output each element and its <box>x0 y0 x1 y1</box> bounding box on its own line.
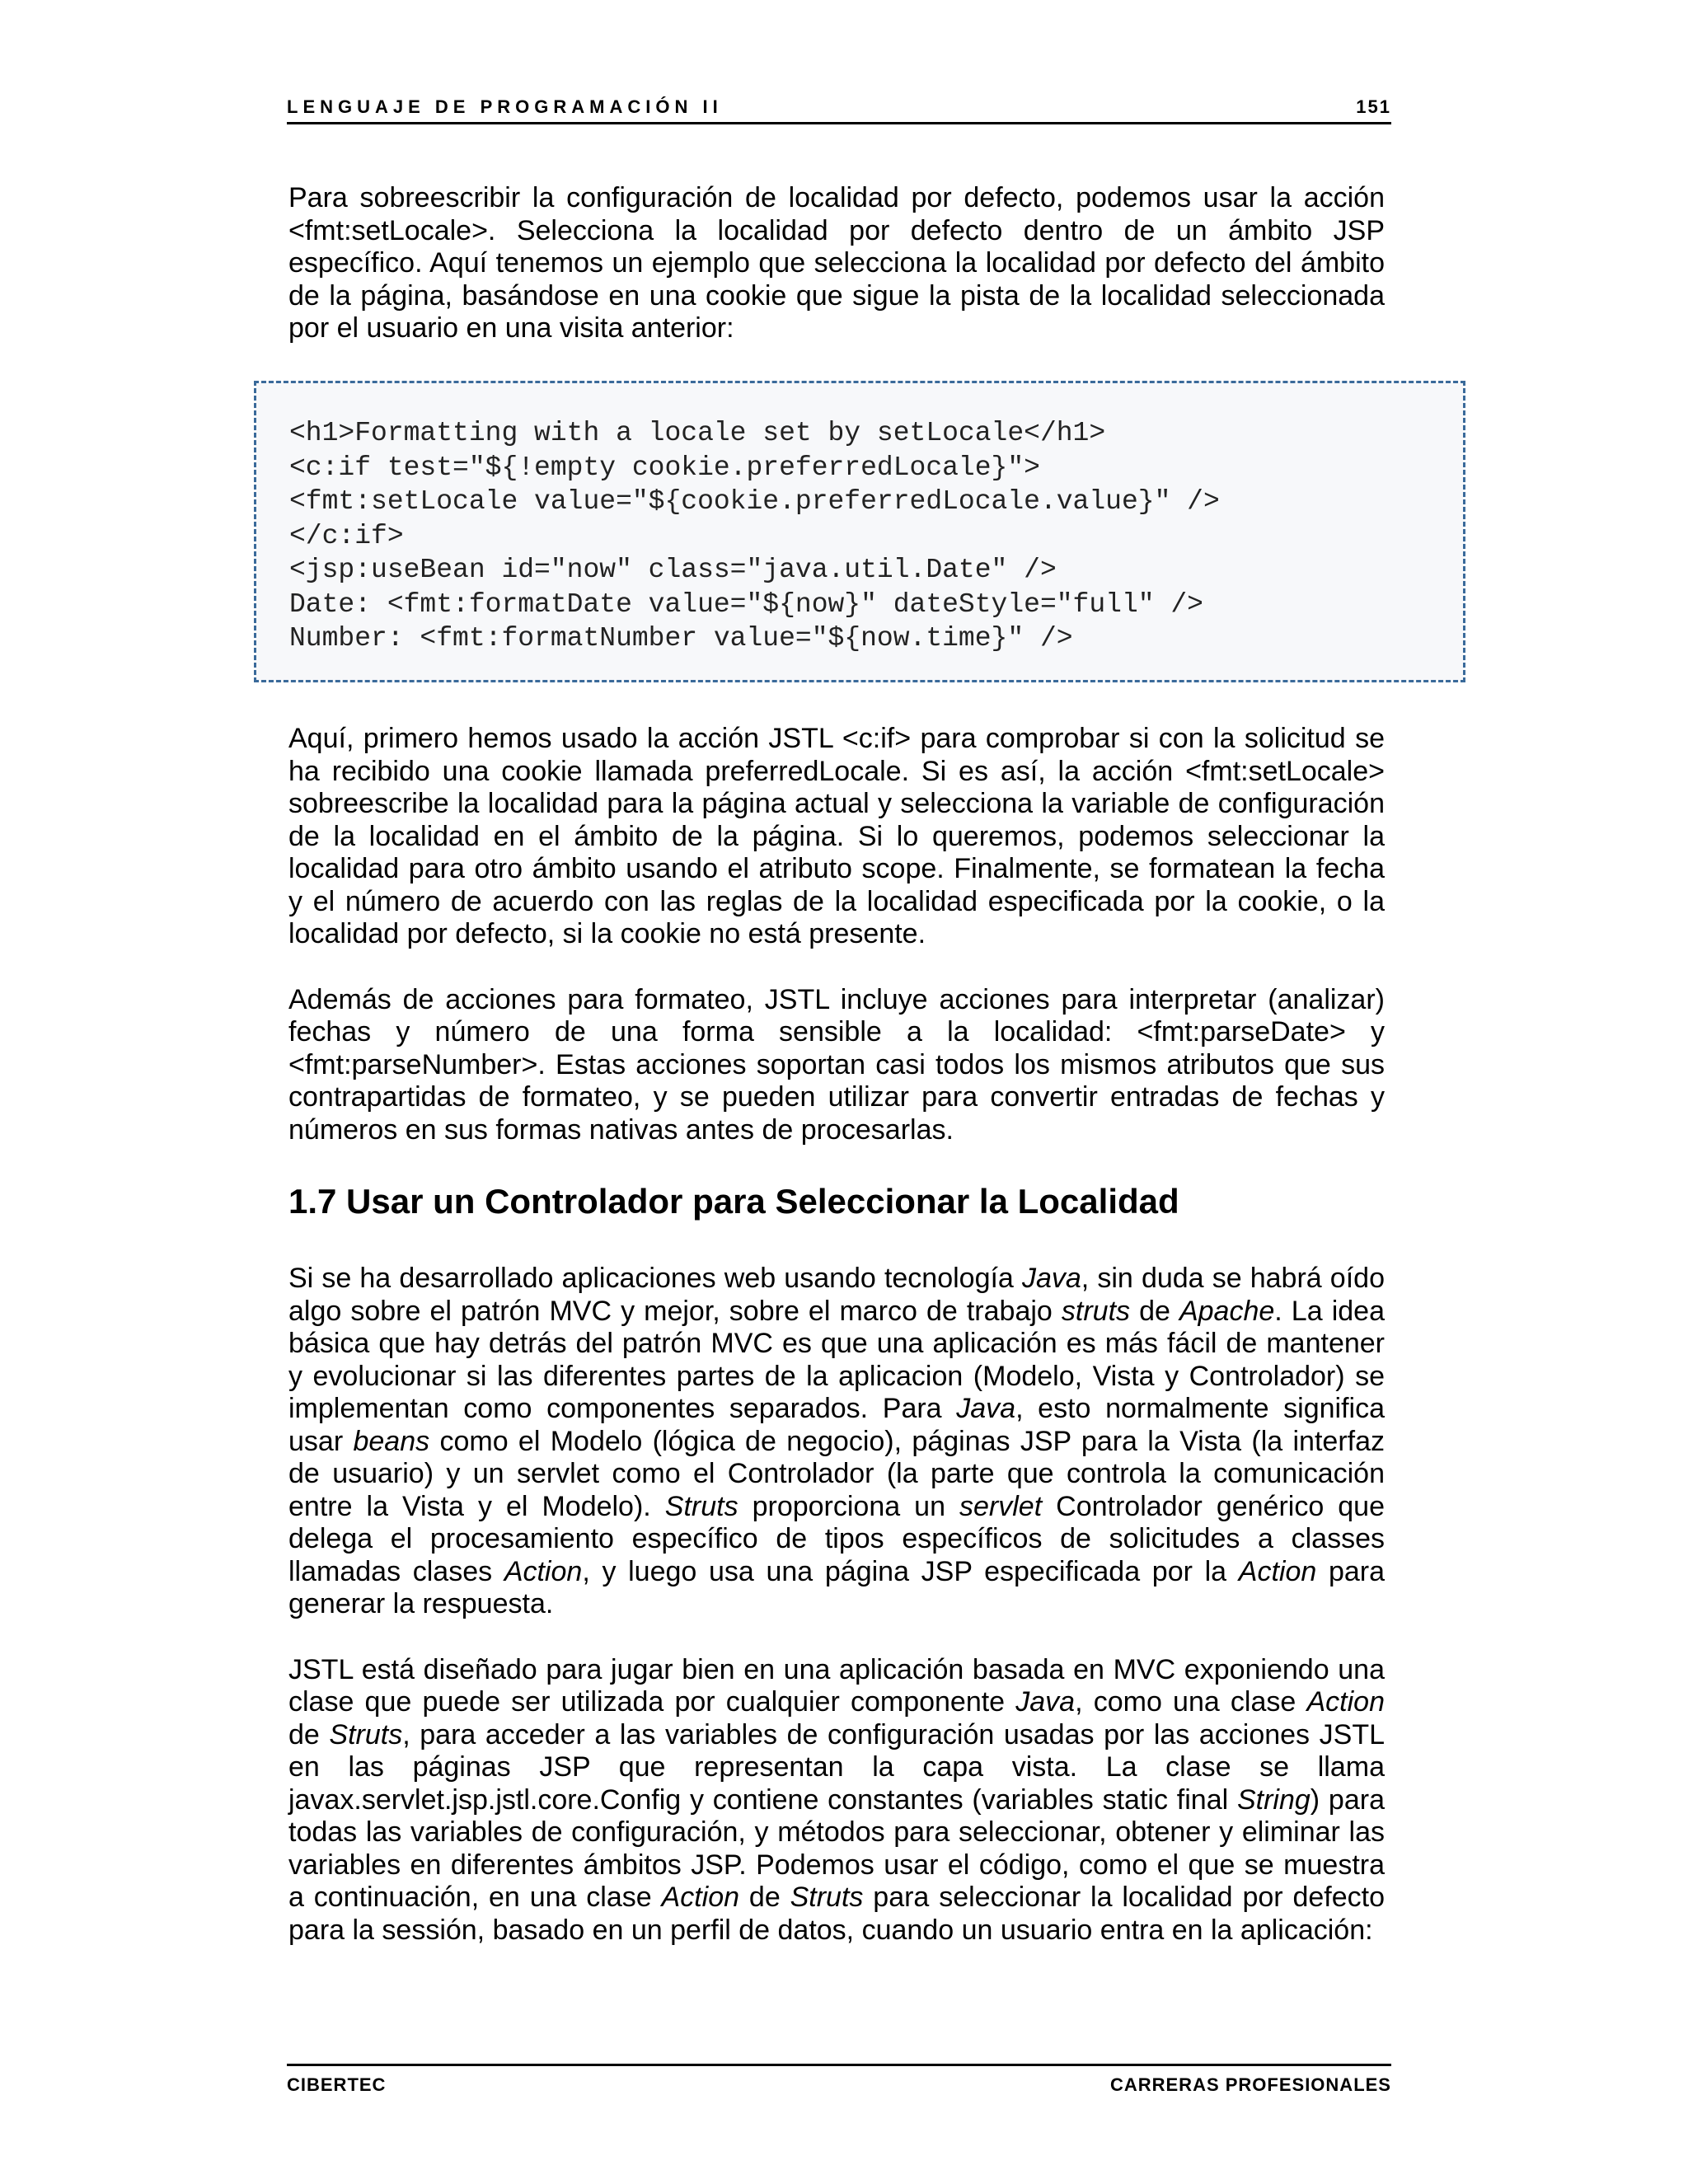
code-line: </c:if> <box>289 520 404 551</box>
intro-paragraph: Para sobreescribir la configuración de localidad por defecto, podemos usar la acción <fmt:setLocale>. Selecciona la localidad por defecto dentro de un ámbito JSP específico. Aquí tenemos un ejemplo que selecciona la localidad por defecto del ámbito de la página, basándose en una cookie que sigue la pista de la localidad seleccionada por el usuario en una visita anterior: <box>288 182 1385 344</box>
controller-section <box>288 1263 1385 1947</box>
footer-left: CIBERTEC <box>287 2074 387 2095</box>
code-line: Number: <fmt:formatNumber value="${now.time}" /> <box>289 623 1073 654</box>
code-line: Date: <fmt:formatDate value="${now}" dateStyle="full" /> <box>289 588 1203 620</box>
text-run: para generar la respuesta. <box>288 1555 1385 1619</box>
text-run: JSTL está diseñado para jugar bien en una aplicación basada en MVC exponiendo una clase que puede ser utilizada por cualquier componente <box>288 1653 1385 1718</box>
text-run: , y luego usa una página JSP especificada por la <box>582 1555 1239 1587</box>
text-run: de <box>1130 1295 1179 1327</box>
code-listing <box>289 416 1220 656</box>
italic-run: struts <box>1061 1295 1131 1327</box>
italic-run: Action <box>661 1882 740 1913</box>
text-run: de <box>739 1882 790 1913</box>
text-run: , esto normalmente significa usar <box>288 1393 1386 1457</box>
italic-run: Action <box>1238 1555 1317 1587</box>
italic-run: Action <box>504 1555 583 1587</box>
text-run: ) para todas las variables de configuración, y métodos para seleccionar, obtener y eliminar las variables en diferentes ámbitos JSP. Podemos usar el código, como el que se muestra a continuación, en una clase <box>288 1783 1385 1913</box>
text-run: , como una clase <box>1075 1686 1307 1718</box>
footer-right: CARRERAS PROFESIONALES <box>1109 2074 1391 2095</box>
italic-run: Struts <box>329 1718 403 1750</box>
italic-run: String <box>1236 1783 1311 1816</box>
page-footer <box>287 2064 1391 2096</box>
code-line: <fmt:setLocale value="${cookie.preferredLocale.value}" /> <box>289 486 1220 517</box>
text-run: como el Modelo (lógica de negocio), páginas JSP para la Vista (la interfaz de usuario) y un servlet como el Controlador (la parte que controla la comunicación entre la Vista y el Modelo). <box>288 1425 1385 1522</box>
explanation-section <box>288 723 1385 1146</box>
italic-run: Java <box>956 1393 1016 1424</box>
intro-section <box>288 182 1385 345</box>
italic-run: beans <box>353 1425 430 1457</box>
italic-run: servlet <box>959 1490 1043 1522</box>
explanation-paragraph-2: Además de acciones para formateo, JSTL incluye acciones para interpretar (analizar) fechas y número de una forma sensible a la localidad: <fmt:parseDate> y <fmt:parseNumber>. Estas acciones soportan casi todos los mismos atributos que sus contrapartidas de formateo, y se pueden utilizar para convertir entradas de fechas y números en sus formas nativas antes de procesarlas. <box>288 983 1385 1146</box>
section-heading: 1.7 Usar un Controlador para Seleccionar la Localidad <box>288 1182 1179 1221</box>
explanation-paragraph-1: Aquí, primero hemos usado la acción JSTL <c:if> para comprobar si con la solicitud se ha recibido una cookie llamada preferredLocale. Si es así, la acción <fmt:setLocale> sobreescribe la localidad para la página actual y selecciona la variable de configuración de la localidad en el ámbito de la página. Si lo queremos, podemos seleccionar la localidad para otro ámbito usando el atributo scope. Finalmente, se formatean la fecha y el número de acuerdo con las reglas de la localidad especificada por la cookie, o la localidad por defecto, si la cookie no está presente. <box>288 723 1385 949</box>
italic-run: Java <box>1021 1263 1081 1294</box>
controller-paragraph-2 <box>288 1654 1385 1947</box>
text-run: , para acceder a las variables de configuración usadas por las acciones JSTL en las páginas JSP que representan la capa vista. La clase se llama javax.servlet.jsp.jstl.core.Config y contiene constantes (variables static final <box>288 1718 1385 1816</box>
text-run: . La idea básica que hay detrás del patrón MVC es que una aplicación es más fácil de mantener y evolucionar si las diferentes partes de la aplicacion (Modelo, Vista y Controlador) se implementan como componentes separados. Para <box>288 1295 1385 1424</box>
italic-run: Struts <box>790 1882 864 1913</box>
text-run: proporciona un <box>738 1490 959 1522</box>
italic-run: Struts <box>664 1490 738 1522</box>
code-line: <c:if test="${!empty cookie.preferredLocale}"> <box>289 452 1040 483</box>
text-run: para seleccionar la localidad por defecto para la sessión, basado en un perfil de datos, cuando un usuario entra en la aplicación: <box>288 1882 1385 1946</box>
italic-run: Action <box>1306 1686 1385 1718</box>
text-run: Controlador genérico que delega el procesamiento específico de tipos específicos de solicitudes a classes llamadas clases <box>288 1490 1385 1587</box>
italic-run: Apache <box>1179 1295 1275 1327</box>
italic-run: Java <box>1015 1686 1076 1718</box>
text-run: , sin duda se habrá oído algo sobre el patrón MVC y mejor, sobre el marco de trabajo <box>288 1263 1385 1327</box>
page-header <box>287 92 1391 124</box>
page-number: 151 <box>1356 96 1391 117</box>
text-run: de <box>288 1718 330 1750</box>
code-block <box>254 381 1465 682</box>
code-line: <h1>Formatting with a locale set by setLocale</h1> <box>289 418 1106 448</box>
code-line: <jsp:useBean id="now" class="java.util.Date" /> <box>289 555 1057 585</box>
controller-paragraph-1 <box>288 1263 1385 1621</box>
text-run: Si se ha desarrollado aplicaciones web usando tecnología <box>288 1263 1022 1294</box>
header-title: LENGUAJE DE PROGRAMACIÓN II <box>287 96 723 117</box>
